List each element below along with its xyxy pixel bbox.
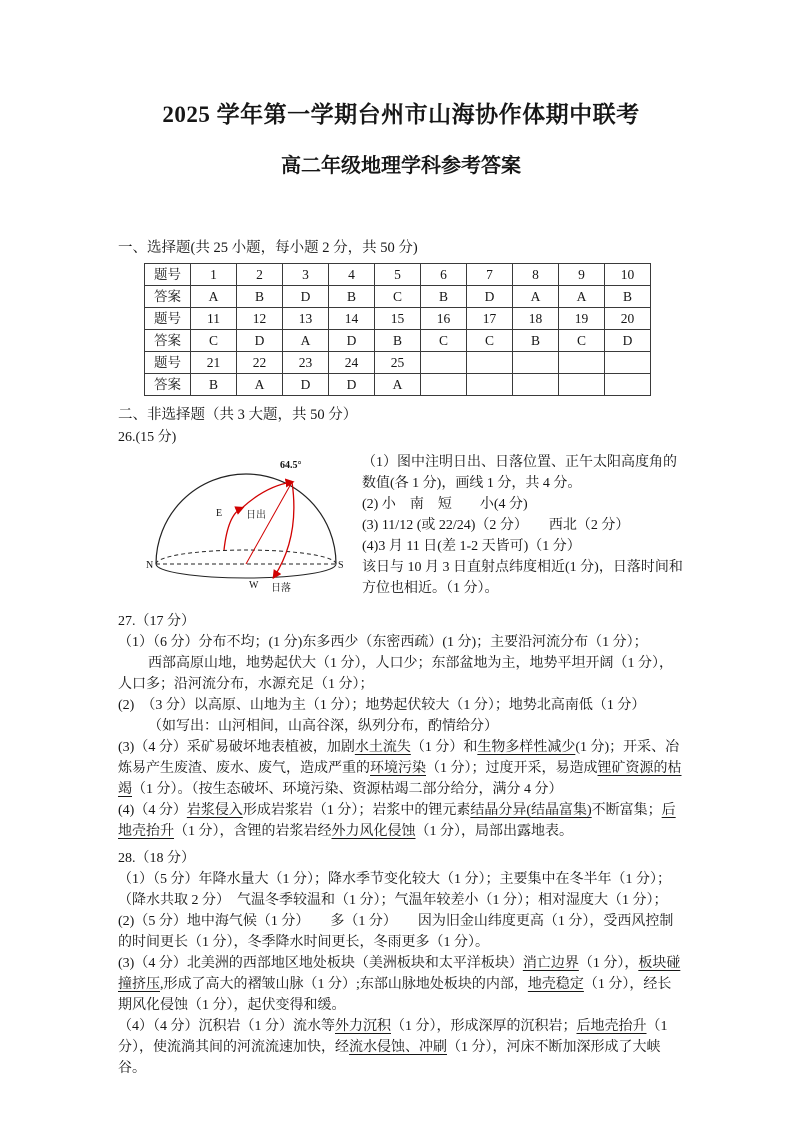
- table-cell: C: [191, 330, 237, 352]
- table-cell: B: [421, 286, 467, 308]
- q26-answer-para: (3) 11/12 (或 22/24)（2 分） 西北（2 分）: [362, 518, 630, 533]
- table-cell: 3: [283, 264, 329, 286]
- q27-number: 27.（17 分）: [118, 614, 195, 629]
- text-segment: （1 分）。（按生态破坏、环境污染、资源枯竭二部分给分，满分 4 分）: [132, 782, 563, 797]
- q27-answer-para: [118, 653, 684, 695]
- table-row: [145, 286, 651, 308]
- table-cell: 17: [467, 308, 513, 330]
- table-cell: B: [513, 330, 559, 352]
- table-cell: 25: [375, 352, 421, 374]
- q26-answer-para: (4)3 月 11 日(差 1-2 天皆可)（1 分）: [362, 539, 581, 554]
- table-cell: 20: [605, 308, 651, 330]
- table-cell: [605, 374, 651, 396]
- table-cell: A: [375, 374, 421, 396]
- table-cell: A: [191, 286, 237, 308]
- horizon-front-edge: [156, 564, 336, 578]
- text-segment: (3)（4 分）北美洲的西部地区地处板块（美洲板块和太平洋板块）: [118, 956, 523, 971]
- underlined-key-point: 锂矿资源的枯竭: [118, 761, 682, 797]
- north-label: N: [146, 560, 154, 571]
- q26-answer-block: [118, 452, 684, 605]
- q27-answer-para: [118, 695, 684, 716]
- table-cell: A: [559, 286, 605, 308]
- table-row: [145, 308, 651, 330]
- q26-answers-column: [362, 452, 684, 599]
- table-cell: 23: [283, 352, 329, 374]
- table-cell: 4: [329, 264, 375, 286]
- table-cell: B: [237, 286, 283, 308]
- table-cell: 14: [329, 308, 375, 330]
- table-cell: 12: [237, 308, 283, 330]
- table-cell: [467, 374, 513, 396]
- sunset-label: 日落: [271, 583, 291, 594]
- underlined-key-point: 外力沉积: [335, 1019, 391, 1034]
- table-cell: A: [283, 330, 329, 352]
- sunrise-label: 日出: [246, 510, 266, 521]
- horizon-back-edge: [156, 550, 336, 564]
- q28-block: [118, 848, 684, 1079]
- table-cell: 9: [559, 264, 605, 286]
- west-label: W: [249, 580, 259, 591]
- text-segment: （1 分），局部出露地表。: [415, 824, 573, 839]
- text-segment: （1）（5 分）年降水量大（1 分）；降水季节变化较大（1 分）；主要集中在冬半年（1 分）；（降水共取 2 分） 气温冬季较温和（1 分）；气温年较差小（1 分）；相对湿度大（1 分）；: [118, 872, 671, 908]
- underlined-key-point: 流水侵蚀、冲刷: [349, 1040, 447, 1055]
- text-segment: 不断富集；: [591, 803, 662, 818]
- text-segment: 西部高原山地，地势起伏大（1 分），人口少；东部盆地为主，地势平坦开阔（1 分），人口多；沿河流分布，水源充足（1 分）；: [118, 656, 673, 692]
- q28-answer-para: [118, 869, 684, 911]
- q26-diagram: [146, 452, 346, 605]
- sun-path-diagram: [146, 452, 346, 600]
- table-cell: D: [283, 374, 329, 396]
- table-cell: 11: [191, 308, 237, 330]
- table-cell: B: [191, 374, 237, 396]
- table-cell: 5: [375, 264, 421, 286]
- table-cell: 15: [375, 308, 421, 330]
- text-segment: （1 分），使流淌其间的河流流速加快，经: [118, 1019, 668, 1055]
- section1-heading: 一、选择题(共 25 小题，每小题 2 分，共 50 分): [118, 240, 418, 256]
- underlined-key-point: 外力风化侵蚀: [331, 824, 416, 839]
- row-label-cell: 题号: [145, 352, 191, 374]
- document-title: 2025 学年第一学期台州市山海协作体期中联考: [162, 102, 640, 127]
- q28-number: 28.（18 分）: [118, 851, 195, 866]
- q27-answer-para: [118, 737, 684, 800]
- table-cell: [559, 374, 605, 396]
- text-segment: （1 分），形成深厚的沉积岩；: [391, 1019, 577, 1034]
- text-segment: （1）（6 分）分布不均；(1 分)东多西少（东密西疏）(1 分)；主要沿河流分布（1 分）；: [118, 635, 648, 650]
- south-label: S: [338, 560, 344, 571]
- text-segment: （1 分）和: [410, 740, 478, 755]
- q27-block: [118, 611, 684, 842]
- table-cell: 13: [283, 308, 329, 330]
- table-cell: 8: [513, 264, 559, 286]
- text-segment: （1 分）；过度开采，易造成: [426, 761, 598, 776]
- section2-heading: 二、非选择题（共 3 大题，共 50 分）: [118, 407, 358, 423]
- table-cell: D: [283, 286, 329, 308]
- table-cell: 10: [605, 264, 651, 286]
- table-cell: D: [329, 330, 375, 352]
- table-cell: [513, 374, 559, 396]
- q27-answer-para: [118, 716, 684, 737]
- q28-answer-para: [118, 953, 684, 1016]
- east-label: E: [216, 508, 223, 519]
- text-segment: (2)（5 分）地中海气候（1 分） 多（1 分） 因为旧金山纬度更高（1 分），受西风控制的时间更长（1 分），冬季降水时间更长，冬雨更多（1 分）。: [118, 914, 674, 950]
- table-cell: 21: [191, 352, 237, 374]
- underlined-key-point: 地壳稳定: [527, 977, 584, 992]
- table-row: [145, 264, 651, 286]
- text-segment: （1 分），经长期风化侵蚀（1 分），起伏变得和缓。: [118, 977, 672, 1013]
- table-cell: A: [237, 374, 283, 396]
- table-cell: C: [559, 330, 605, 352]
- table-row: [145, 374, 651, 396]
- row-label-cell: 答案: [145, 374, 191, 396]
- table-cell: B: [329, 286, 375, 308]
- underlined-key-point: 消亡边界: [522, 956, 579, 971]
- document-subtitle: 高二年级地理学科参考答案: [281, 155, 521, 177]
- table-row: [145, 330, 651, 352]
- table-cell: 6: [421, 264, 467, 286]
- table-cell: [559, 352, 605, 374]
- row-label-cell: 题号: [145, 308, 191, 330]
- text-segment: （1 分），含锂的岩浆岩经: [174, 824, 332, 839]
- table-cell: C: [421, 330, 467, 352]
- table-cell: D: [467, 286, 513, 308]
- table-cell: C: [467, 330, 513, 352]
- text-segment: （1 分），河床不断加深形成了大峡谷。: [118, 1040, 661, 1076]
- table-cell: [513, 352, 559, 374]
- answer-table: [144, 263, 651, 396]
- underlined-key-point: 后地壳抬升: [576, 1019, 647, 1034]
- text-segment: （4）（4 分）沉积岩（1 分）流水等: [118, 1019, 335, 1034]
- q28-answer-para: [118, 1016, 684, 1079]
- sun-path-morning: [224, 508, 242, 550]
- q26-answer-para: 该日与 10 月 3 日直射点纬度相近(1 分)，日落时间和方位也相近。（1 分）。: [362, 560, 683, 596]
- q26-number: 26.(15 分): [118, 430, 177, 445]
- q27-answer-para: [118, 632, 684, 653]
- underlined-key-point: 结晶分异(结晶富集): [470, 803, 592, 818]
- table-cell: 22: [237, 352, 283, 374]
- table-row: [145, 352, 651, 374]
- text-segment: （1 分），: [578, 956, 639, 971]
- table-cell: [467, 352, 513, 374]
- underlined-key-point: 板块碰撞挤压: [118, 956, 681, 992]
- underlined-key-point: 后地壳抬升: [118, 803, 676, 839]
- table-cell: 7: [467, 264, 513, 286]
- text-segment: (3)（4 分）采矿易破坏地表植被，加剧: [118, 740, 355, 755]
- underlined-key-point: 水土流失: [354, 740, 411, 755]
- underlined-key-point: 环境污染: [370, 761, 426, 776]
- row-label-cell: 答案: [145, 330, 191, 352]
- table-cell: D: [329, 374, 375, 396]
- noon-sun-ray: [246, 482, 292, 564]
- text-segment: ,形成了高大的褶皱山脉（1 分）;东部山脉地处板块的内部，: [160, 977, 528, 992]
- q28-answer-para: [118, 911, 684, 953]
- table-cell: D: [237, 330, 283, 352]
- row-label-cell: 答案: [145, 286, 191, 308]
- q26-answer-para: （1）图中注明日出、日落位置、正午太阳高度角的数值(各 1 分)，画线 1 分，共 4 分。: [362, 455, 677, 491]
- table-cell: 19: [559, 308, 605, 330]
- table-cell: A: [513, 286, 559, 308]
- table-cell: C: [375, 286, 421, 308]
- table-cell: 1: [191, 264, 237, 286]
- underlined-key-point: 岩浆侵入: [186, 803, 243, 818]
- text-segment: 形成岩浆岩（1 分）；岩浆中的锂元素: [242, 803, 471, 818]
- text-segment: (2) （3 分）以高原、山地为主（1 分）；地势起伏较大（1 分）；地势北高南低（1 分）: [118, 698, 646, 713]
- table-cell: [421, 352, 467, 374]
- table-cell: B: [605, 286, 651, 308]
- q27-answer-para: [118, 800, 684, 842]
- table-cell: D: [605, 330, 651, 352]
- underlined-key-point: 生物多样性减少: [477, 740, 576, 755]
- table-cell: 16: [421, 308, 467, 330]
- table-cell: 2: [237, 264, 283, 286]
- table-cell: B: [375, 330, 421, 352]
- text-segment: (4)（4 分）: [118, 803, 187, 818]
- text-segment: (1 分)；开采、冶炼易产生废渣、废水、废气，造成严重的: [118, 740, 680, 776]
- table-cell: [421, 374, 467, 396]
- q26-answer-para: (2) 小 南 短 小(4 分): [362, 497, 528, 512]
- row-label-cell: 题号: [145, 264, 191, 286]
- table-cell: 18: [513, 308, 559, 330]
- text-segment: （如写出：山河相间，山高谷深，纵列分布，酌情给分）: [148, 719, 498, 734]
- table-cell: 24: [329, 352, 375, 374]
- table-cell: [605, 352, 651, 374]
- noon-altitude-label: 64.5°: [280, 460, 302, 471]
